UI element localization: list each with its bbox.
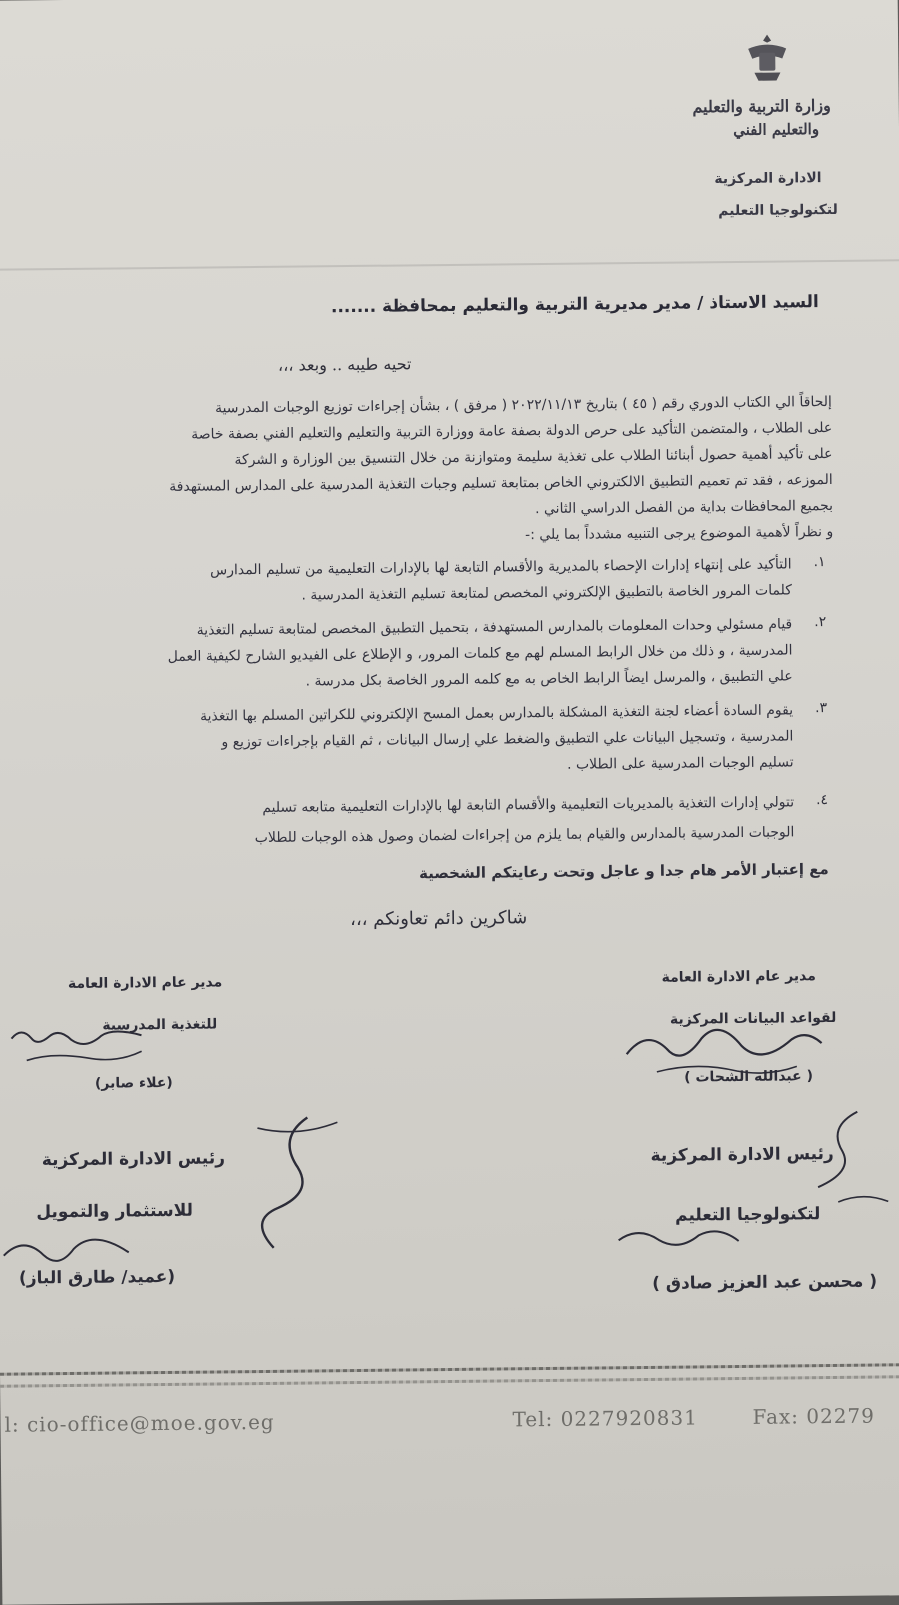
greeting: تحيه طيبه .. وبعد ،،،	[277, 354, 412, 375]
item-line: قيام مسئولي وحدات المعلومات بالمدارس المستهدفة ، بتحميل التطبيق المخصص لمتابعة تسليم التغذية	[196, 616, 793, 639]
salutation: السيد الاستاذ / مدير مديرية التربية والتعليم بمحافظة .......	[330, 292, 819, 318]
fold-line	[0, 259, 899, 271]
body-line: على تأكيد أهمية حصول أبنائنا الطلاب على تغذية سليمة ومتوازنة من خلال التنسيق بين الوزارة و الشركة	[234, 445, 833, 469]
signature-title: رئيس الادارة المركزية	[650, 1144, 834, 1166]
item-line: كلمات المرور الخاصة بالتطبيق الإلكتروني المخصص لمتابعة تسليم التغذية المدرسية .	[301, 582, 792, 604]
footer-divider	[0, 1363, 899, 1376]
item-number: ٢.	[814, 614, 827, 631]
closing-line: مع إعتبار الأمر هام جدا و عاجل وتحت رعايتكم الشخصية	[419, 860, 829, 883]
item-number: ٤.	[815, 792, 829, 809]
body-line: و نظراً لأهمية الموضوع يرجى التنبيه مشدداً بما يلي :-	[525, 523, 834, 544]
item-line: المدرسية ، وتسجيل البيانات علي التطبيق والضغط علي إرسال البيانات ، ثم القيام بإجراءات توزيع و	[221, 728, 794, 751]
department-line2: لتكنولوجيا التعليم	[718, 201, 838, 220]
item-line: التأكيد على إنتهاء إدارات الإحصاء بالمديرية والأقسام التابعة لها بالإدارات التعليمية من تسليم المدارس	[210, 556, 792, 579]
item-line: علي التطبيق ، والمرسل ايضاً الرابط الخاص به مع كلمه المرور الخاصة بكل مدرسة .	[305, 668, 793, 690]
signature-name: ( عبدالله الشحات )	[684, 1068, 814, 1086]
body-line: بجميع المحافظات بداية من الفصل الدراسي الثاني .	[534, 497, 834, 518]
item-number: ٣.	[815, 700, 828, 717]
handwritten-signature	[616, 1022, 827, 1084]
signature-subtitle: لتكنولوجيا التعليم	[674, 1204, 821, 1226]
body-line: على الطلاب ، والمتضمن التأكيد على حرص الدولة بصفة عامة ووزارة التربية والتعليم والتعليم الفني بصفة خاصة	[191, 419, 833, 443]
signature-subtitle: لقواعد البيانات المركزية	[669, 1009, 837, 1028]
handwritten-signature	[797, 1101, 898, 1222]
signature-subtitle: للاستثمار والتمويل	[36, 1200, 194, 1223]
item-line: تسليم الوجبات المدرسية على الطلاب .	[566, 754, 794, 773]
ministry-name-line1: وزارة التربية والتعليم	[692, 95, 831, 117]
body-line: الموزعه ، فقد تم تعميم التطبيق الالكتروني الخاص بمتابعة تسليم وجبات التغذية المدرسية على المدارس المستهدفة	[169, 471, 833, 495]
item-number: ١.	[813, 554, 826, 571]
signature-name: (عميد/ طارق الباز)	[18, 1266, 176, 1289]
signature-title: مدير عام الادارة العامة	[67, 974, 223, 993]
item-line: يقوم السادة أعضاء لجنة التغذية المشكلة بالمدارس بعمل المسح الإلكتروني للكراتين المسلم بها التغذية	[199, 702, 794, 725]
department-line1: الادارة المركزية	[714, 170, 822, 188]
signature-title: مدير عام الادارة العامة	[661, 968, 816, 986]
eagle-emblem-icon	[742, 30, 793, 87]
signature-name: ( محسن عبد العزيز صادق )	[652, 1271, 878, 1294]
ministry-name-line2: والتعليم الفني	[733, 120, 820, 139]
signature-subtitle: للتغذية المدرسية	[102, 1016, 218, 1034]
handwritten-signature	[608, 1219, 748, 1260]
handwritten-signature	[6, 1019, 157, 1081]
thanks-line: شاكرين دائم تعاونكم ،،،	[349, 907, 528, 931]
footer-divider	[0, 1375, 899, 1388]
handwritten-signature	[237, 1107, 349, 1258]
item-line: الوجبات المدرسية بالمدارس والقيام بما يلزم من إجراءات لضمان وصول هذه الوجبات للطلاب	[254, 824, 795, 847]
footer-email: l: cio-office@moe.gov.eg	[4, 1409, 275, 1437]
signature-title: رئيس الادارة المركزية	[41, 1148, 226, 1171]
item-line: المدرسية ، و ذلك من خلال الرابط المسلم لهم مع كلمات المرور، و الإطلاع على الفيديو الشارح لكيفية العمل	[167, 642, 793, 665]
handwritten-signature	[0, 1224, 139, 1275]
footer-fax: Fax: 02279	[752, 1403, 876, 1429]
signature-name: (علاء صابر)	[94, 1074, 173, 1092]
body-line: إلحاقاً الي الكتاب الدوري رقم ( ٤٥ ) بتاريخ ٢٠٢٢/١١/١٣ ( مرفق ) ، بشأن إجراءات توزيع الوجبات المدرسية	[214, 393, 832, 417]
footer-tel: Tel: 0227920831	[512, 1405, 699, 1432]
item-line: تتولي إدارات التغذية بالمديريات التعليمية والأقسام التابعة لها بالإدارات التعليمية متابعه تسليم	[262, 794, 795, 816]
